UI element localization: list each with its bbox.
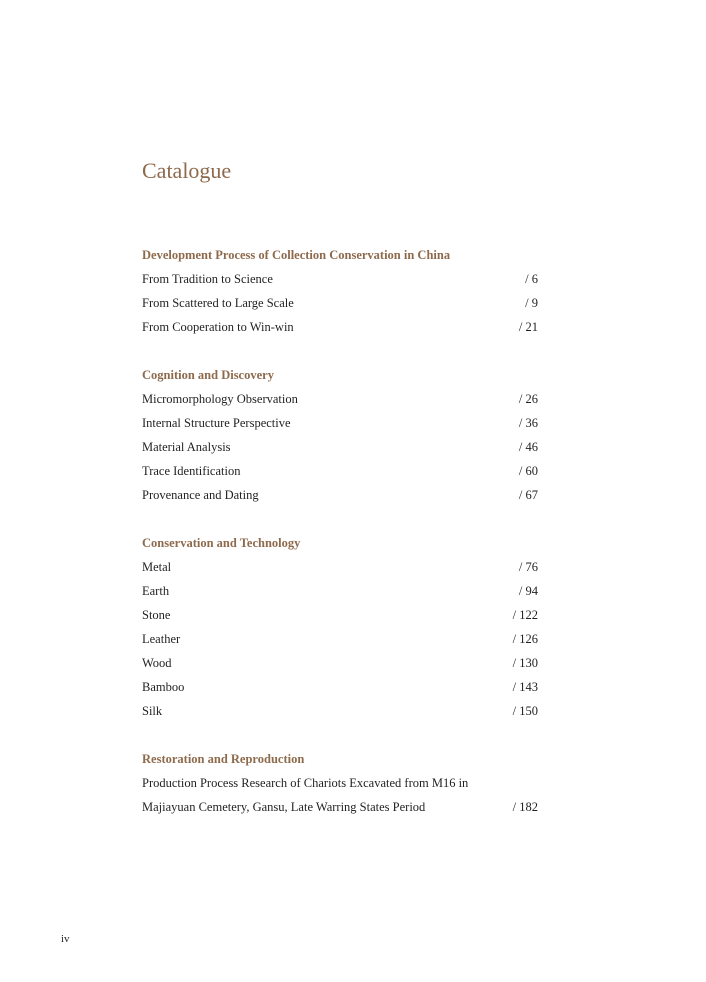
toc-entry[interactable] <box>142 411 538 435</box>
entry-page-number: / 36 <box>518 416 538 430</box>
entry-page-number: / 67 <box>518 488 538 502</box>
entry-title: Earth <box>142 584 170 598</box>
entry-page-number: / 143 <box>512 680 538 694</box>
entry-page-number: / 26 <box>518 392 538 406</box>
entry-title-line-1: Production Process Research of Chariots Excavated from M16 in <box>142 776 469 790</box>
entry-title: Leather <box>142 632 181 646</box>
entry-title: Bamboo <box>142 680 185 694</box>
entry-title-line-2: Majiayuan Cemetery, Gansu, Late Warring States Period <box>142 800 426 814</box>
toc-entry[interactable] <box>142 267 538 291</box>
entry-title: Provenance and Dating <box>142 488 259 502</box>
entry-title: Material Analysis <box>142 440 231 454</box>
entry-page-number: / 60 <box>518 464 538 478</box>
entry-title: Metal <box>142 560 172 574</box>
entry-page-number: / 150 <box>512 704 538 718</box>
toc-entry[interactable] <box>142 699 538 723</box>
entry-title: Trace Identification <box>142 464 241 478</box>
toc-section-restoration-reproduction <box>142 747 538 819</box>
folio-page-number: iv <box>61 933 70 945</box>
toc-entry[interactable] <box>142 459 538 483</box>
toc-section-conservation-technology <box>142 531 538 723</box>
entry-page-number: / 46 <box>518 440 538 454</box>
entry-title: Internal Structure Perspective <box>142 416 291 430</box>
section-heading: Conservation and Technology <box>142 536 301 550</box>
entry-page-number: / 76 <box>518 560 538 574</box>
entry-title: Micromorphology Observation <box>142 392 298 406</box>
entry-page-number: / 130 <box>512 656 538 670</box>
entry-page-number: / 126 <box>512 632 538 646</box>
toc-entry[interactable] <box>142 771 538 819</box>
toc-entry[interactable] <box>142 627 538 651</box>
entry-page-number: / 6 <box>525 272 538 286</box>
toc-entry[interactable] <box>142 387 538 411</box>
entry-title: From Cooperation to Win-win <box>142 320 294 334</box>
section-heading: Restoration and Reproduction <box>142 752 305 766</box>
entry-title: Wood <box>142 656 172 670</box>
entry-page-number: / 122 <box>512 608 538 622</box>
entry-title: Silk <box>142 704 163 718</box>
section-heading: Cognition and Discovery <box>142 368 274 382</box>
entry-title: From Scattered to Large Scale <box>142 296 294 310</box>
entry-page-number: / 9 <box>525 296 538 310</box>
entry-page-number: / 21 <box>518 320 538 334</box>
toc-entry[interactable] <box>142 651 538 675</box>
toc-entry[interactable] <box>142 675 538 699</box>
toc-entry[interactable] <box>142 579 538 603</box>
toc-entry[interactable] <box>142 291 538 315</box>
toc-entry[interactable] <box>142 315 538 339</box>
toc-entry[interactable] <box>142 435 538 459</box>
toc-entry[interactable] <box>142 483 538 507</box>
toc-entry[interactable] <box>142 555 538 579</box>
entry-page-number: / 94 <box>518 584 538 598</box>
entry-page-number: / 182 <box>512 800 538 814</box>
toc-entry[interactable] <box>142 603 538 627</box>
toc-section-cognition-discovery <box>142 363 538 507</box>
table-of-contents <box>142 243 538 843</box>
entry-title: Stone <box>142 608 171 622</box>
entry-title: From Tradition to Science <box>142 272 273 286</box>
section-heading: Development Process of Collection Conservation in China <box>142 248 451 262</box>
page-title: Catalogue <box>142 158 232 183</box>
toc-section-development-process <box>142 243 538 339</box>
